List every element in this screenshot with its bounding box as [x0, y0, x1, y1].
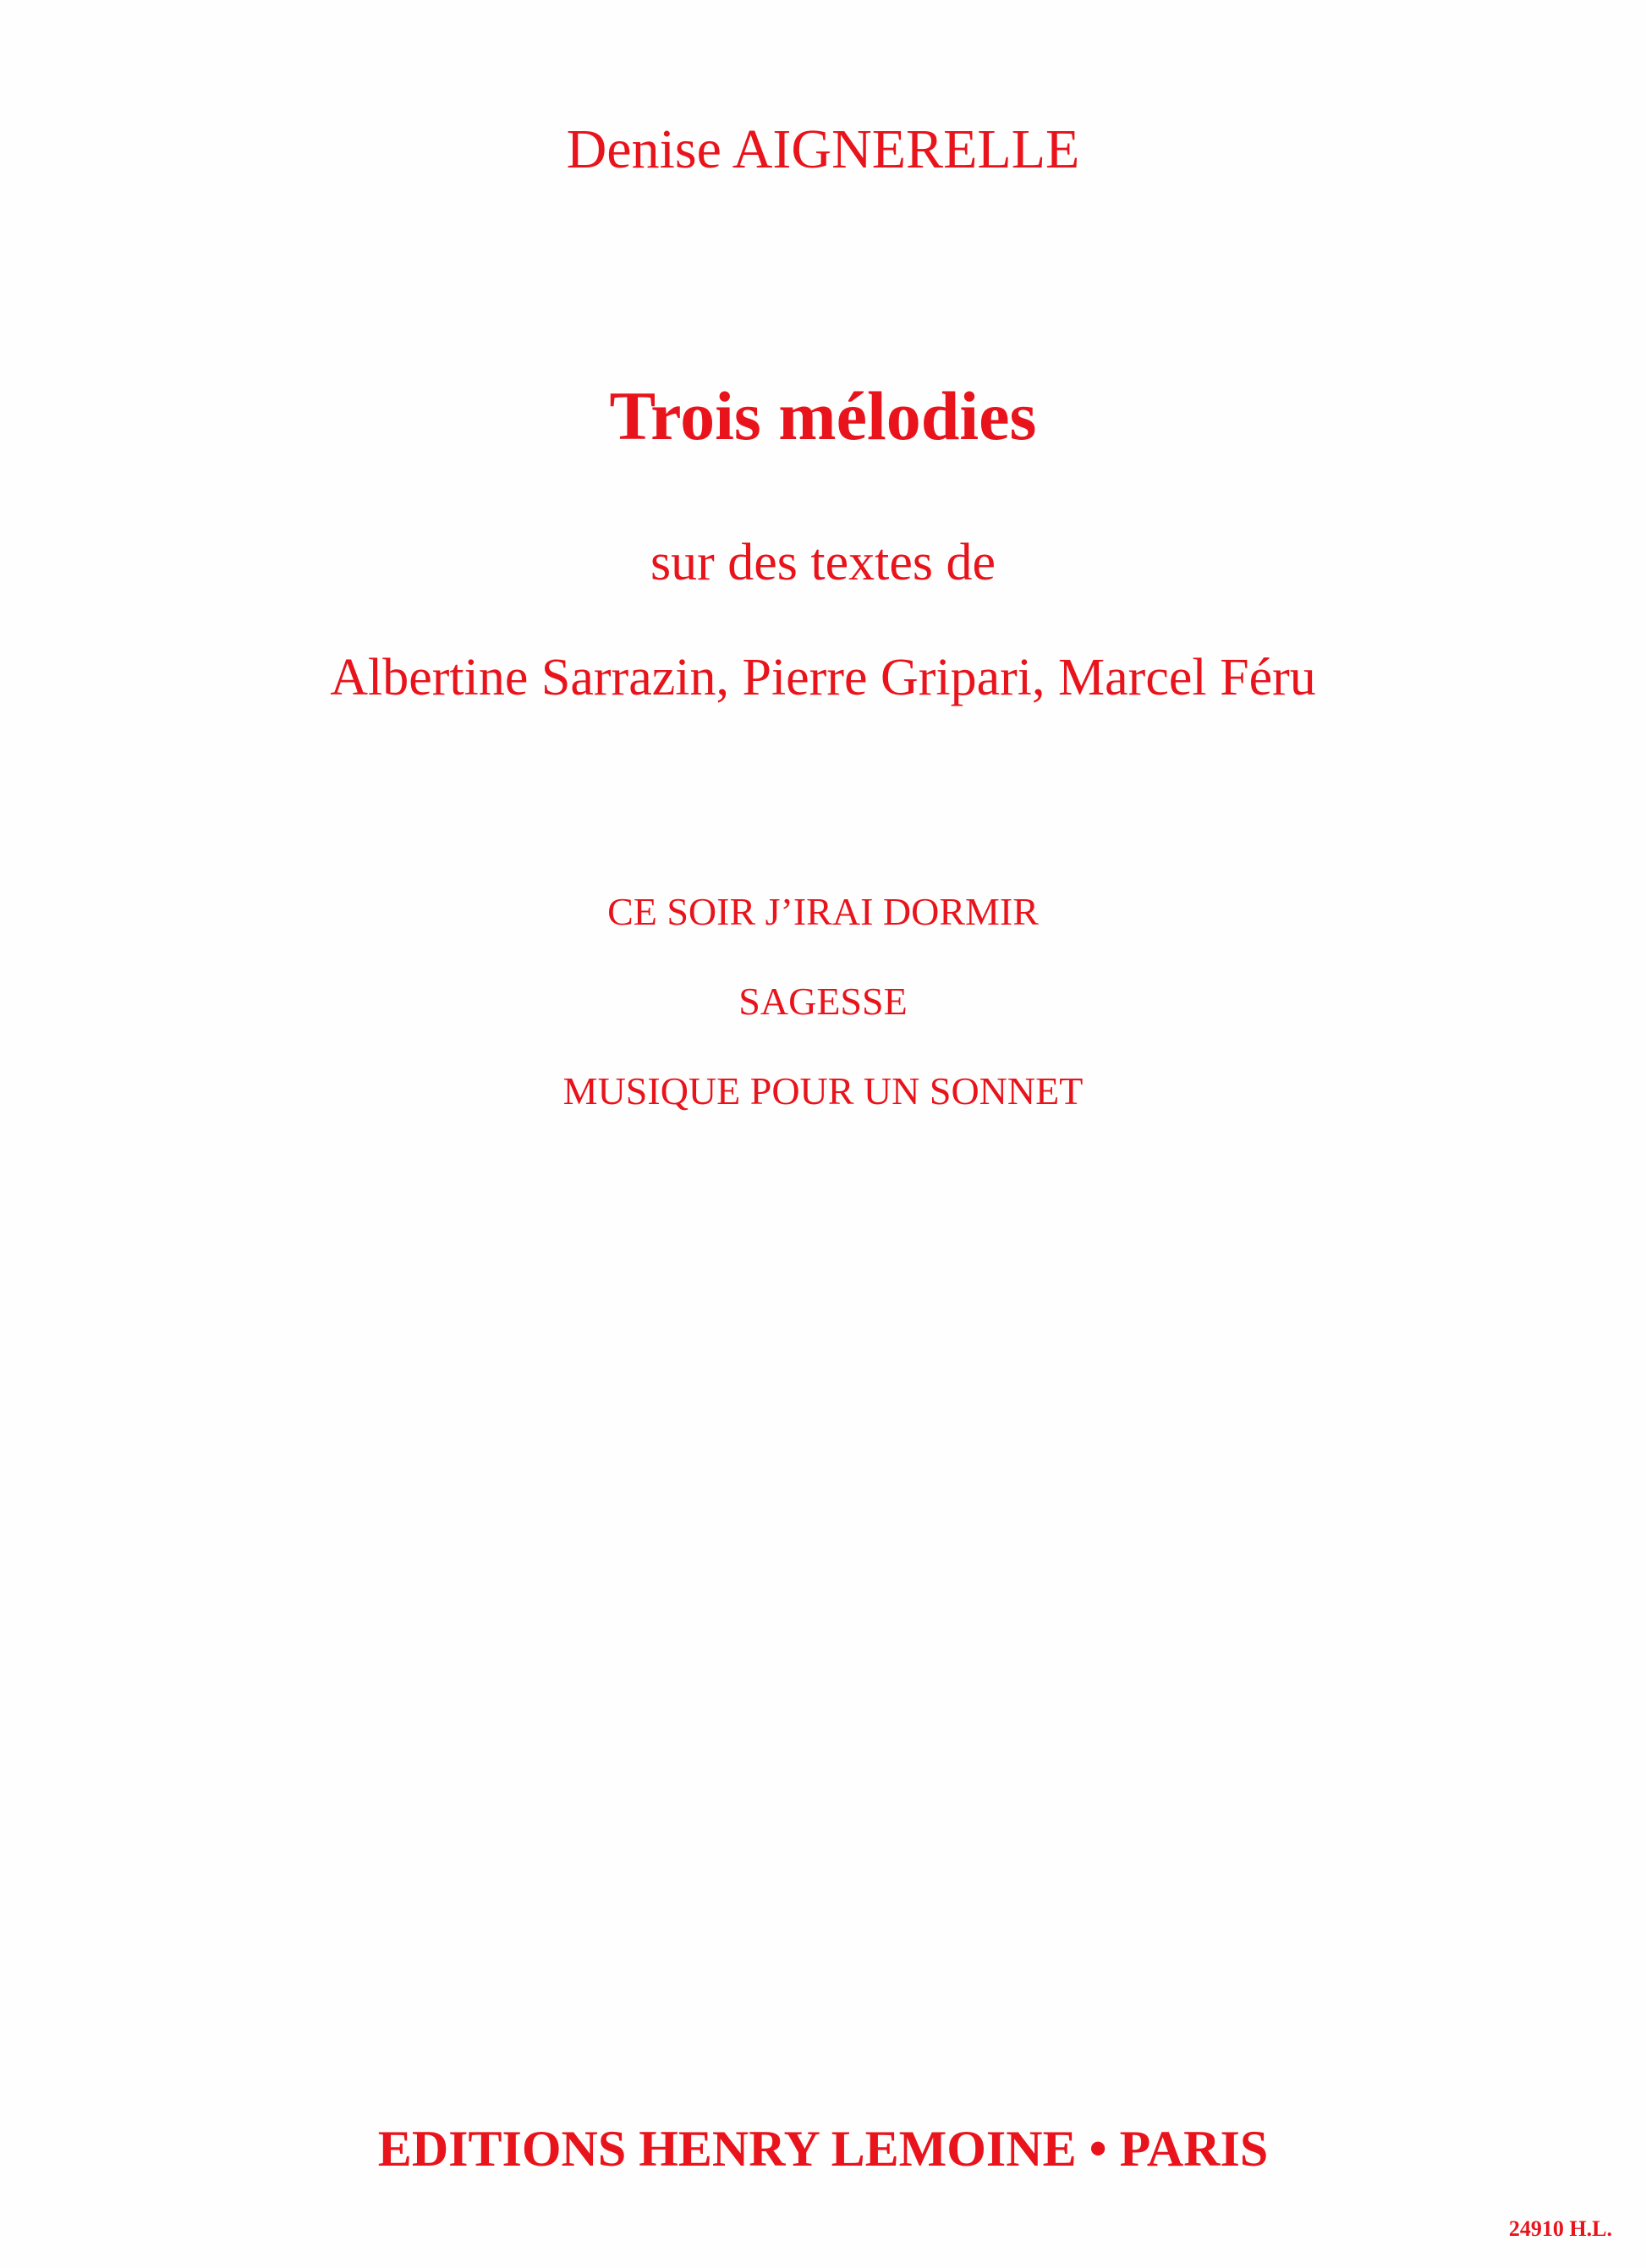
publisher-name: EDITIONS HENRY LEMOINE • PARIS — [377, 2121, 1269, 2177]
work-title: Trois mélodies — [609, 377, 1037, 454]
text-authors: Albertine Sarrazin, Pierre Gripari, Marcel Féru — [330, 649, 1316, 706]
song-title-1: CE SOIR J’IRAI DORMIR — [607, 890, 1039, 933]
song-title-2: SAGESSE — [738, 980, 908, 1023]
catalog-number: 24910 H.L. — [1508, 2216, 1612, 2241]
song-title-3: MUSIQUE POUR UN SONNET — [562, 1069, 1084, 1112]
composer-name: Denise AIGNERELLE — [566, 118, 1080, 180]
work-subtitle: sur des textes de — [650, 534, 996, 591]
